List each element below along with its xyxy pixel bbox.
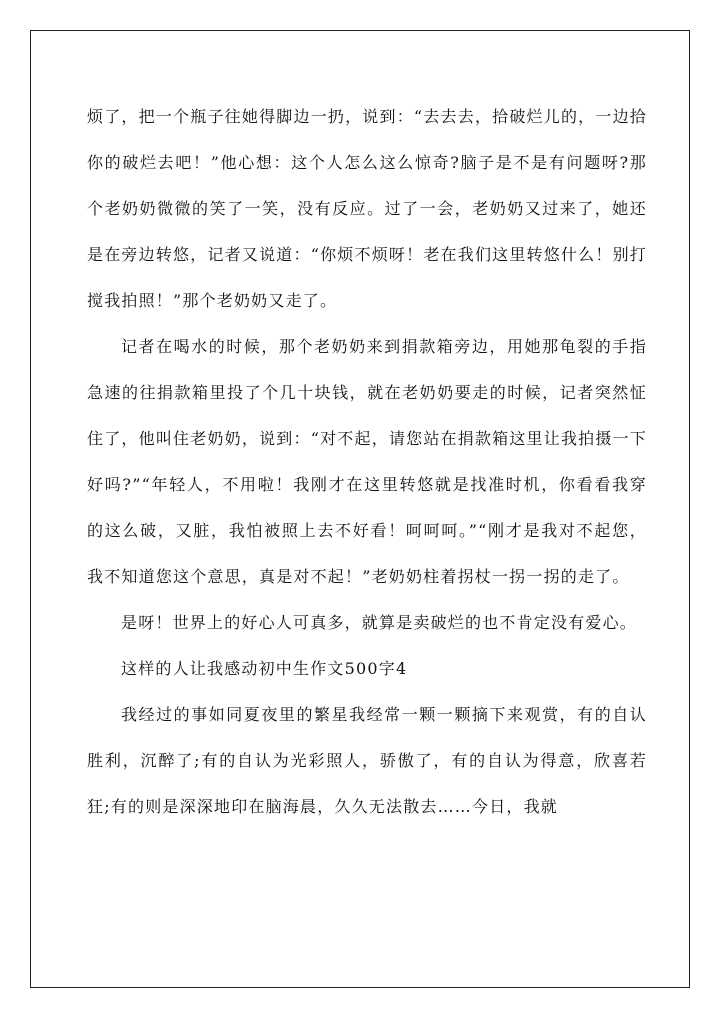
paragraph-2: 记者在喝水的时候，那个老奶奶来到捐款箱旁边，用她那龟裂的手指急速的往捐款箱里投了个几十块钱，就在老奶奶要走的时候，记者突然怔住了，他叫住老奶奶，说到：“对不起，请您站在捐款箱这里让我拍摄一下好吗?”“年轻人，不用啦！我刚才在这里转悠就是找准时机，你看看我穿的这么破，又脏，我怕被照上去不好看！呵呵呵。”“刚才是我对不起您，我不知道您这个意思，真是对不起！”老奶奶柱着拐杖一拐一拐的走了。 bbox=[87, 337, 647, 586]
section-heading: 这样的人让我感动初中生作文500字4 bbox=[121, 659, 408, 678]
paragraph-3: 是呀！世界上的好心人可真多，就算是卖破烂的也不肯定没有爱心。 bbox=[121, 613, 638, 632]
paragraph-5: 我经过的事如同夏夜里的繁星我经常一颗一颗摘下来观赏，有的自认胜利，沉醉了;有的自认为光彩照人，骄傲了，有的自认为得意，欣喜若狂;有的则是深深地印在脑海晨，久久无法散去……今日，我就 bbox=[87, 705, 647, 816]
paragraph-1: 烦了，把一个瓶子往她得脚边一扔，说到：“去去去，拾破烂儿的，一边拾你的破烂去吧！”他心想：这个人怎么这么惊奇?脑子是不是有问题呀?那个老奶奶微微的笑了一笑，没有反应。过了一会，老奶奶又过来了，她还是在旁边转悠，记者又说道：“你烦不烦呀！老在我们这里转悠什么！别打搅我拍照！”那个老奶奶又走了。 bbox=[87, 107, 647, 310]
document-body bbox=[87, 94, 647, 830]
